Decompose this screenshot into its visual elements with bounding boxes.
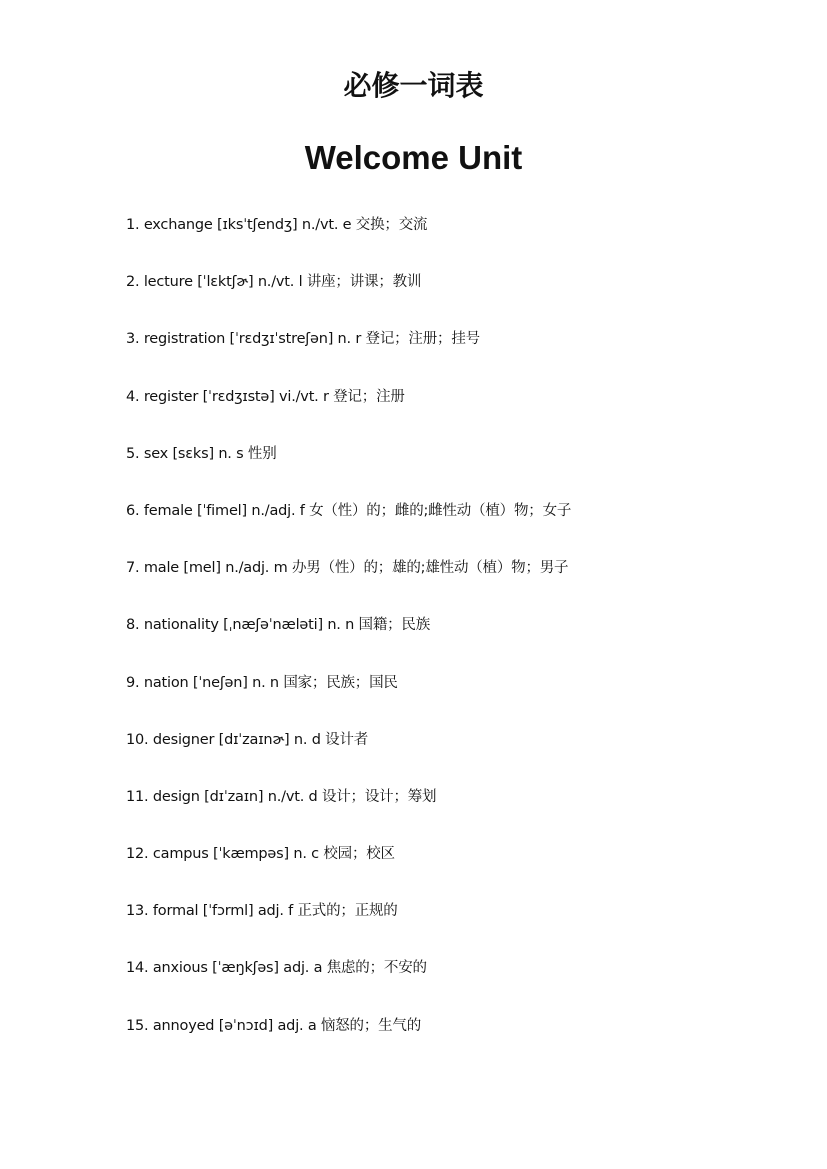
document-title: 必修一词表 — [343, 69, 484, 102]
vocabulary-entry: 6. female [ˈfimel] n./adj. f 女（性）的；雌的;雌性动（植）物；女子 — [126, 502, 572, 519]
vocabulary-entry: 3. registration [ˈrɛdʒɪˈstreʃən] n. r 登记；注册；挂号 — [126, 331, 480, 348]
vocabulary-entry: 11. design [dɪˈzaɪn] n./vt. d 设计；设计；筹划 — [126, 788, 437, 805]
unit-title: Welcome Unit — [304, 139, 523, 176]
vocabulary-entry: 10. designer [dɪˈzaɪnɚ] n. d 设计者 — [126, 731, 369, 748]
vocabulary-entry: 4. register [ˈrɛdʒɪstə] vi./vt. r 登记；注册 — [126, 388, 405, 405]
vocabulary-entry: 13. formal [ˈfɔrml] adj. f 正式的；正规的 — [126, 903, 398, 920]
vocabulary-entry: 7. male [mel] n./adj. m 办男（性）的；雄的;雄性动（植）物；男子 — [126, 560, 569, 577]
vocabulary-entry: 15. annoyed [əˈnɔɪd] adj. a 恼怒的；生气的 — [126, 1017, 422, 1034]
vocabulary-list — [126, 214, 806, 1072]
vocabulary-entry: 12. campus [ˈkæmpəs] n. c 校园；校区 — [126, 846, 395, 863]
vocabulary-entry: 5. sex [sɛks] n. s 性别 — [126, 445, 277, 462]
vocabulary-entry: 14. anxious [ˈæŋkʃəs] adj. a 焦虑的；不安的 — [126, 960, 427, 977]
vocabulary-entry: 1. exchange [ɪksˈtʃendʒ] n./vt. e 交换；交流 — [126, 217, 428, 233]
vocabulary-entry: 8. nationality [ˌnæʃəˈnæləti] n. n 国籍；民族 — [126, 617, 431, 634]
vocabulary-entry: 9. nation [ˈneʃən] n. n 国家；民族；国民 — [126, 674, 398, 691]
vocabulary-entry: 2. lecture [ˈlɛktʃɚ] n./vt. l 讲座；讲课；教训 — [126, 274, 422, 291]
